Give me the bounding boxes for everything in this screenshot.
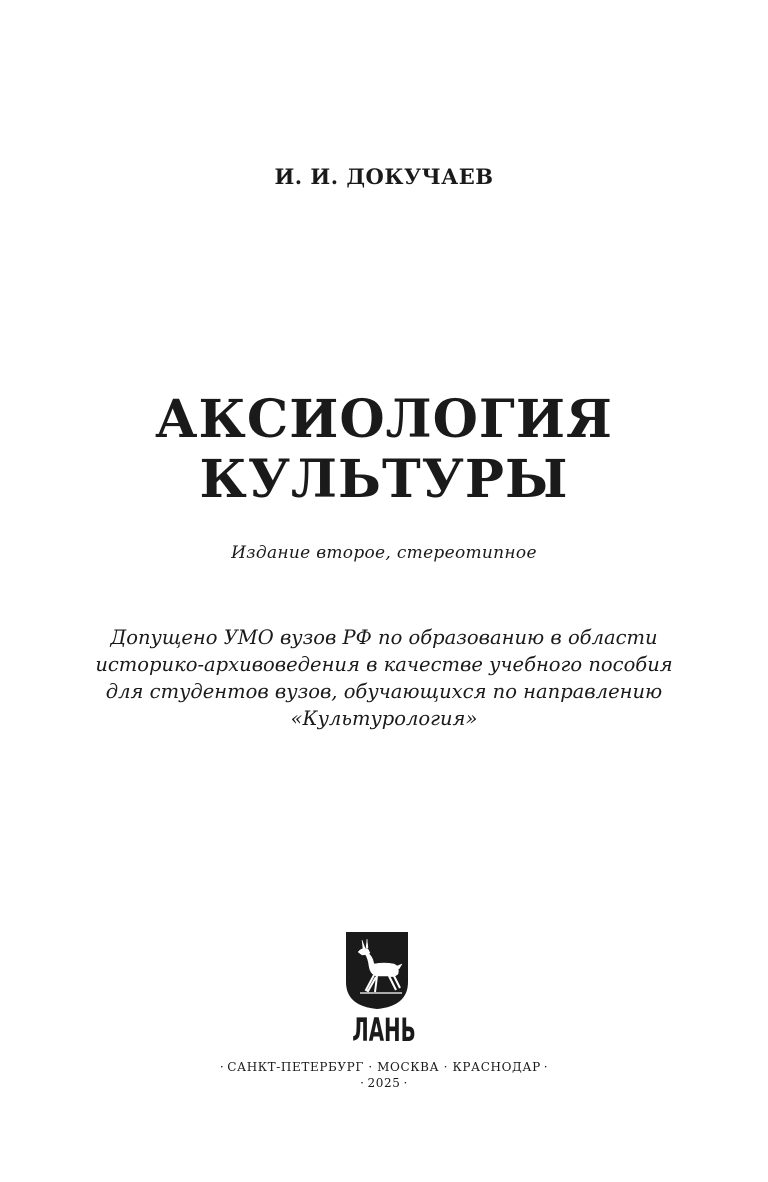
separator-dot: · — [219, 1060, 225, 1074]
approval-line-3: для студентов вузов, обучающихся по направлению — [105, 680, 663, 703]
publisher-name: ЛАНЬ — [352, 1011, 416, 1049]
title-line-2: КУЛЬТУРЫ — [199, 449, 569, 510]
year-text: 2025 — [367, 1076, 401, 1090]
book-title — [0, 390, 768, 510]
separator-dot: · — [403, 1076, 408, 1090]
approval-line-4: «Культурология» — [290, 707, 478, 730]
publication-year — [0, 1076, 768, 1090]
approval-line-1: Допущено УМО вузов РФ по образованию в области — [110, 626, 658, 649]
approval-statement — [0, 624, 768, 732]
author-name: И. И. ДОКУЧАЕВ — [274, 164, 494, 189]
cities-text: САНКТ-ПЕТЕРБУРГ · МОСКВА · КРАСНОДАР — [227, 1060, 541, 1074]
doe-deer-emblem-icon — [344, 930, 410, 1010]
approval-line-2: историко-архивоведения в качестве учебного пособия — [95, 653, 673, 676]
separator-dot: · — [543, 1060, 549, 1074]
edition-note: Издание второе, стереотипное — [231, 543, 537, 563]
separator-dot: · — [360, 1076, 365, 1090]
title-line-1: АКСИОЛОГИЯ — [155, 389, 613, 450]
publisher-cities — [0, 1060, 768, 1074]
